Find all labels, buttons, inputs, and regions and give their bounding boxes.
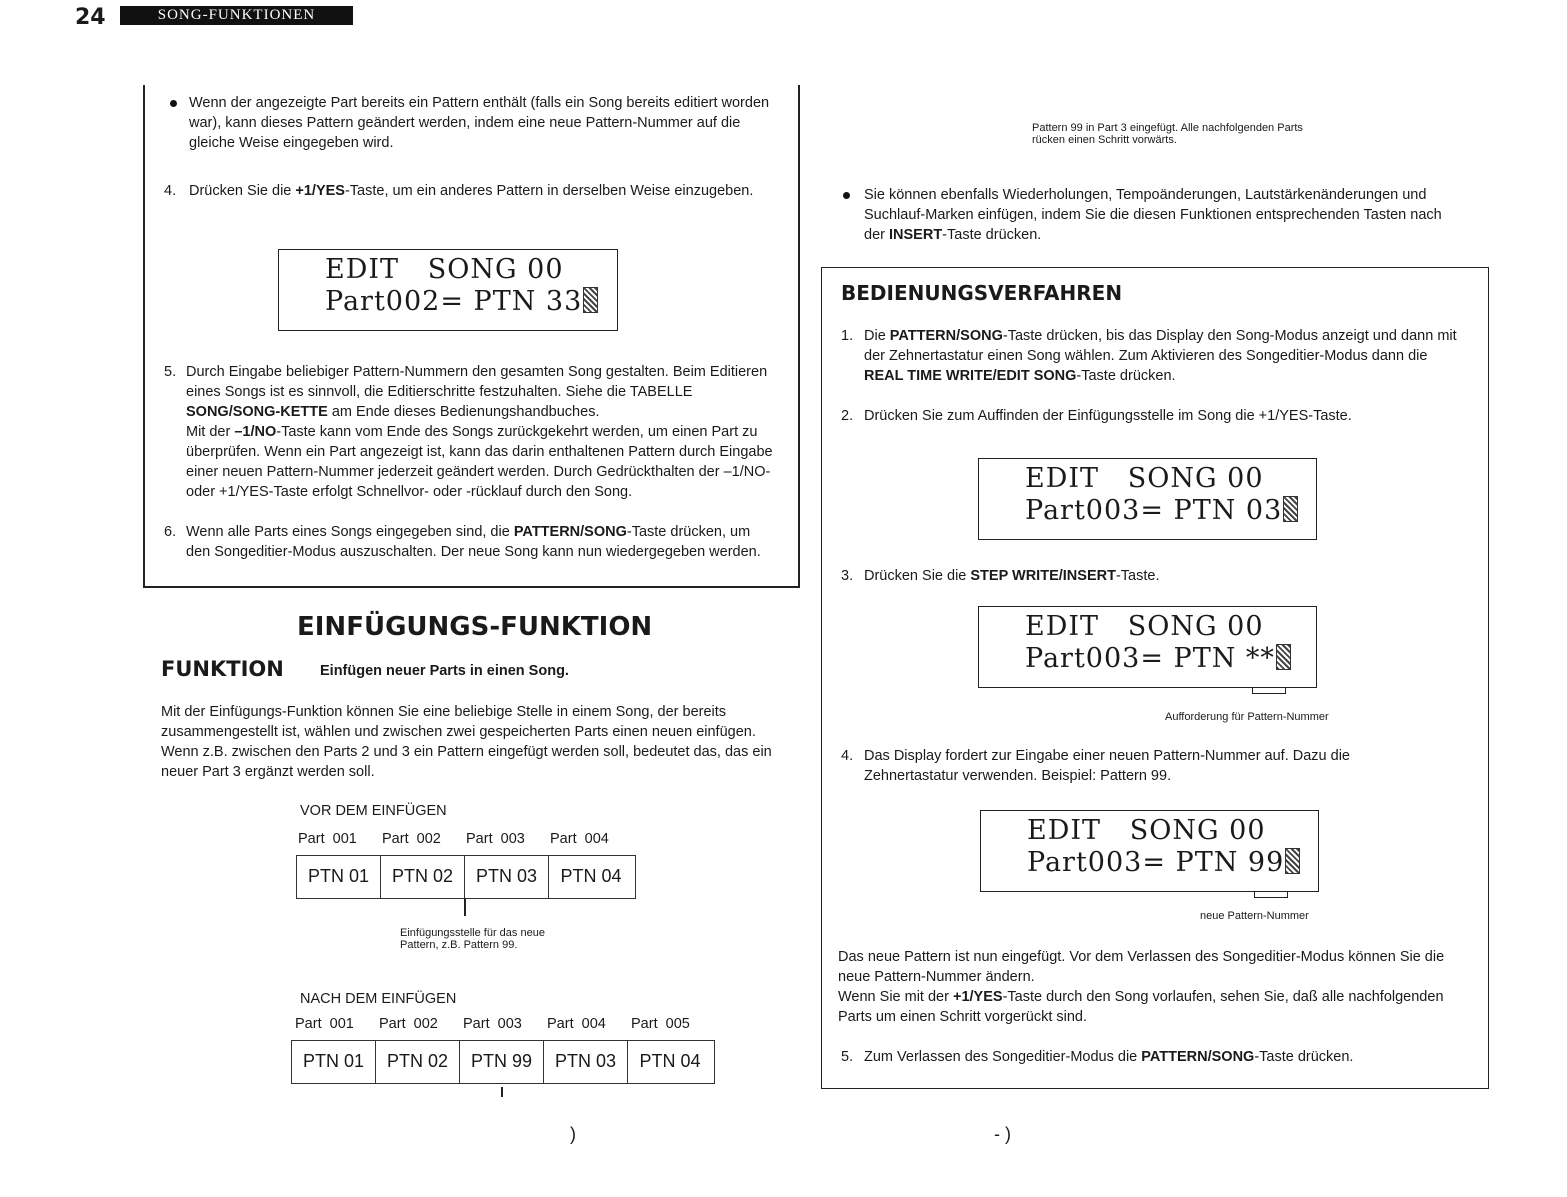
right-bullet-text: Sie können ebenfalls Wiederholungen, Tempoänderungen, Lautstärkenänderungen und Suchlauf-Marken einfügen, indem Sie die diesen Funktionen entsprechenden Tasten nach der INSERT-Taste drücken.: [864, 187, 1442, 243]
funktion-description: Einfügen neuer Parts in einen Song.: [320, 663, 569, 679]
section-header: SONG-FUNKTIONEN: [120, 6, 353, 25]
result-paragraph: Das neue Pattern ist nun eingefügt. Vor dem Verlassen des Songeditier-Modus können Sie die neue Pattern-Nummer ändern. Wenn Sie mit der +1/YES-Taste durch den Song vorlaufen, sehen Sie, daß alle nachfolgenden Parts um einen Schritt vorgerückt sind.: [838, 949, 1445, 1025]
cursor-block-icon: [583, 287, 598, 313]
part-label: Part 002: [379, 1016, 438, 1032]
step-number: 2.: [841, 408, 854, 424]
step-number: 4.: [841, 748, 854, 764]
step-4-text: Das Display fordert zur Eingabe einer neuen Pattern-Nummer auf. Dazu die Zehnertastatur verwenden. Beispiel: Pattern 99.: [864, 748, 1350, 784]
step-number: 6.: [164, 524, 177, 540]
step-1-text: Die PATTERN/SONG-Taste drücken, bis das Display den Song-Modus anzeigt und dann mit der Zehnertastatur einen Song wählen. Zum Aktivieren des Songeditier-Modus dann die REAL TIME WRITE/EDIT SONG-Taste drücken.: [864, 328, 1457, 384]
part-label: Part 001: [295, 1016, 354, 1032]
bullet-icon: [170, 100, 177, 107]
pattern-cell-inserted: PTN 99: [460, 1041, 544, 1083]
cursor-block-icon: [1283, 496, 1298, 522]
lcd-display-1: [278, 249, 618, 331]
pattern-cell: PTN 02: [381, 856, 465, 898]
before-part-labels: [298, 831, 634, 847]
lcd-line-1: EDIT SONG 00: [1025, 611, 1264, 642]
insert-arrow-icon: [464, 898, 466, 916]
before-pattern-row: [296, 855, 636, 899]
left-frame-left: [143, 85, 145, 587]
part-label: Part 002: [382, 831, 441, 847]
step-number: 5.: [841, 1049, 854, 1065]
after-pattern-row: [291, 1040, 715, 1084]
after-title: NACH DEM EINFÜGEN: [300, 991, 457, 1007]
step-6-text: Wenn alle Parts eines Songs eingegeben sind, die PATTERN/SONG-Taste drücken, um den Songeditier-Modus auszuschalten. Der neue Song kann nun wiedergegeben werden.: [186, 524, 761, 560]
before-title: VOR DEM EINFÜGEN: [300, 803, 447, 819]
page-number: 24: [75, 5, 106, 30]
procedure-heading: BEDIENUNGSVERFAHREN: [841, 281, 1123, 305]
step-4-text: Drücken Sie die +1/YES-Taste, um ein anderes Pattern in derselben Weise einzugeben.: [189, 183, 754, 199]
left-frame-right: [798, 85, 800, 587]
lcd-display-4: [980, 810, 1319, 892]
cursor-block-icon: [1285, 848, 1300, 874]
lcd-line-1: EDIT SONG 00: [1027, 815, 1266, 846]
part-label: Part 005: [631, 1016, 690, 1032]
part-label: Part 003: [463, 1016, 522, 1032]
left-bullet-text: Wenn der angezeigte Part bereits ein Pattern enthält (falls ein Song bereits editiert worden war), kann dieses Pattern geändert werden, indem eine neue Pattern-Nummer auf die gleiche Weise eingegeben wird.: [189, 95, 770, 151]
intro-paragraph: Mit der Einfügungs-Funktion können Sie eine beliebige Stelle in einem Song, der bereits zusammengestellt ist, wählen und zwischen zwei gespeicherten Parts einen neuen einfügen. Wenn z.B. zwischen den Parts 2 und 3 ein Pattern eingefügt werden soll, bedeutet das, das ein neuer Part 3 ergänzt werden soll.: [161, 704, 772, 780]
step-3-text: Drücken Sie die STEP WRITE/INSERT-Taste.: [864, 568, 1160, 584]
part-label: Part 004: [547, 1016, 606, 1032]
left-frame-bottom: [143, 586, 800, 588]
step-number: 3.: [841, 568, 854, 584]
lcd-line-1: EDIT SONG 00: [325, 254, 564, 285]
footer-mark-left: ): [570, 1124, 576, 1144]
lcd-3-caption: Aufforderung für Pattern-Nummer: [1165, 711, 1329, 723]
cursor-block-icon: [1276, 644, 1291, 670]
lcd-line-2: Part002= PTN 33: [279, 286, 617, 318]
step-5-text: Durch Eingabe beliebiger Pattern-Nummern den gesamten Song gestalten. Beim Editieren eines Songs ist es sinnvoll, die Editierschritte festzuhalten. Siehe die TABELLE SONG/SONG-KETTE am Ende dieses Bedienungshandbuches. Mit der –1/NO-Taste kann vom Ende des Songs zurückgekehrt werden, um einen Part zu überprüfen. Wenn ein Part angezeigt ist, kann das darin enthaltenen Pattern durch Eingabe einer neuen Pattern-Nummer jederzeit geändert werden. Durch Gedrückthalten der –1/NO- oder +1/YES-Taste erfolgt Schnellvor- oder -rücklauf durch den Song.: [186, 364, 773, 500]
part-label: Part 001: [298, 831, 357, 847]
pattern-cell: PTN 01: [292, 1041, 376, 1083]
step-number: 1.: [841, 328, 854, 344]
pattern-cell: PTN 02: [376, 1041, 460, 1083]
pattern-cell: PTN 03: [465, 856, 549, 898]
part-label: Part 004: [550, 831, 609, 847]
lcd-line-2: Part003= PTN 03: [979, 495, 1316, 527]
pattern-cell: PTN 01: [297, 856, 381, 898]
tick-mark-icon: [501, 1087, 503, 1097]
lcd-line-2: Part003= PTN 99: [981, 847, 1318, 879]
section-heading: EINFÜGUNGS-FUNKTION: [297, 612, 653, 642]
bracket-icon: [1254, 892, 1288, 898]
lcd-line-2: Part003= PTN **: [979, 643, 1316, 675]
bracket-icon: [1252, 688, 1286, 694]
insert-note: Einfügungsstelle für das neue Pattern, z.B. Pattern 99.: [400, 927, 545, 951]
step-number: 4.: [164, 183, 177, 199]
lcd-display-3: [978, 606, 1317, 688]
footer-mark-right: - ): [994, 1124, 1011, 1144]
step-2-text: Drücken Sie zum Auffinden der Einfügungsstelle im Song die +1/YES-Taste.: [864, 408, 1352, 424]
lcd-line-1: EDIT SONG 00: [1025, 463, 1264, 494]
lcd-4-caption: neue Pattern-Nummer: [1200, 910, 1309, 922]
pattern-cell: PTN 04: [560, 866, 622, 886]
lcd-display-2: [978, 458, 1317, 540]
step-5-text: Zum Verlassen des Songeditier-Modus die PATTERN/SONG-Taste drücken.: [864, 1049, 1354, 1065]
pattern-cell: PTN 04: [639, 1051, 701, 1071]
bullet-icon: [843, 192, 850, 199]
pattern-cell: PTN 03: [544, 1041, 628, 1083]
after-part-labels: [295, 1016, 715, 1032]
part-label: Part 003: [466, 831, 525, 847]
funktion-label: FUNKTION: [161, 657, 284, 681]
step-number: 5.: [164, 364, 177, 380]
insert-result-note: Pattern 99 in Part 3 eingefügt. Alle nachfolgenden Parts rücken einen Schritt vorwärts.: [1032, 122, 1303, 146]
